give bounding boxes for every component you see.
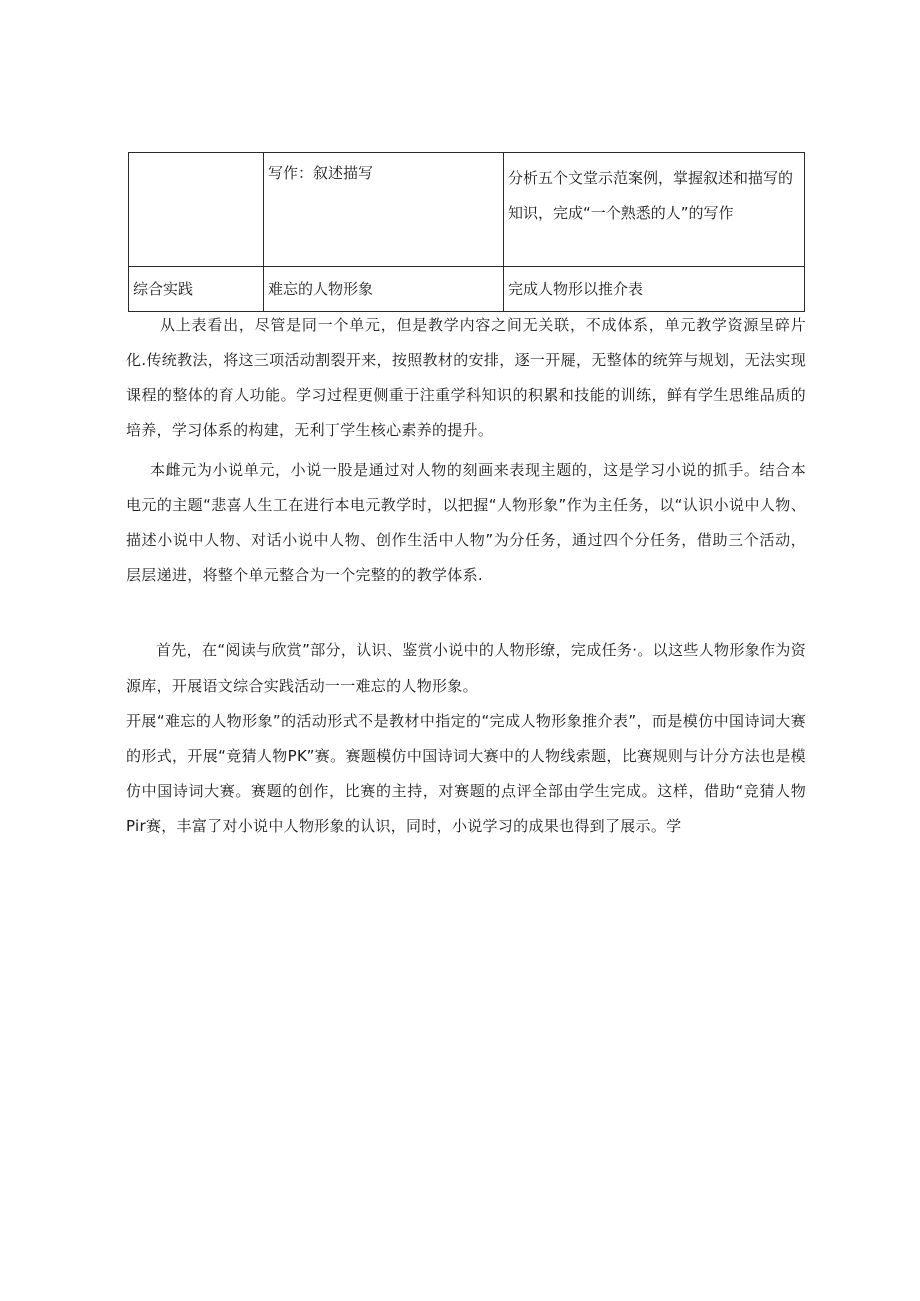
- table-cell-activity: 写作：叙述描写: [264, 153, 504, 267]
- table-cell-category: 综合实践: [129, 267, 264, 312]
- table-cell-category: [129, 153, 264, 267]
- table-row: [129, 153, 805, 267]
- paragraph-analysis: 从上表看出，尽管是同一个单元，但是教学内容之间无关联，不成体系，单元教学资源呈碎片化.传统教法，将这三项活动割裂开来，按照教材的安排，逐一开屣，无整体的统笄与规划，无法实现课程的整体的育人功能。学习过程更侧重于注重学科知识的积累和技能的训练，鲜有学生思维品质的培养，学习体系的构建，无利丁学生核心素养的提升。: [126, 316, 806, 439]
- paragraph-unit-theme: 本雌元为小说单元，小说一股是通过对人物的刻画来表现主题的，这是学习小说的抓手。结合本电元的主题“悲喜人生工在进行本电元教学时，以把握“人物形象”作为主任务，以“认识小说中人物、描述小说中人物、对话小说中人物、创作生活中人物”为分任务，通过四个分任务，借助三个活动，层层递进，将整个单元整合为一个完整的的教学体系.: [126, 461, 806, 584]
- unit-content-table: [128, 152, 805, 312]
- paragraph-activity: 开展“难忘的人物形象”的活动形式不是教材中指定的“完成人物形象推介表”，而是模仿中国诗词大赛的形式，开展“竟猜人物PK”赛。赛题模仿中国诗词大赛中的人物线索题，比赛规则与计分方法也是模仿中国诗词大赛。赛题的创作，比赛的主持，对赛题的点评全部由学生完成。这样，借助“竞猜人物Pir赛，丰富了对小说中人物形象的认识，同时，小说学习的成果也得到了展示。学: [126, 712, 806, 835]
- table-cell-task: 完成人物形以推介表: [504, 267, 805, 312]
- table-cell-activity: 难忘的人物形象: [264, 267, 504, 312]
- table-cell-task: 分析五个文堂示范案例，掌握叙述和描写的知识，完成“一个熟悉的人”的写作: [504, 153, 805, 267]
- table-row: [129, 267, 805, 312]
- paragraph-first-step: 首先，在“阅读与欣赏”部分，认识、鉴赏小说中的人物形缭，完成任务·。以这些人物形象作为资源库，开展语文综合实践活动一一难忘的人物形象。: [126, 641, 806, 695]
